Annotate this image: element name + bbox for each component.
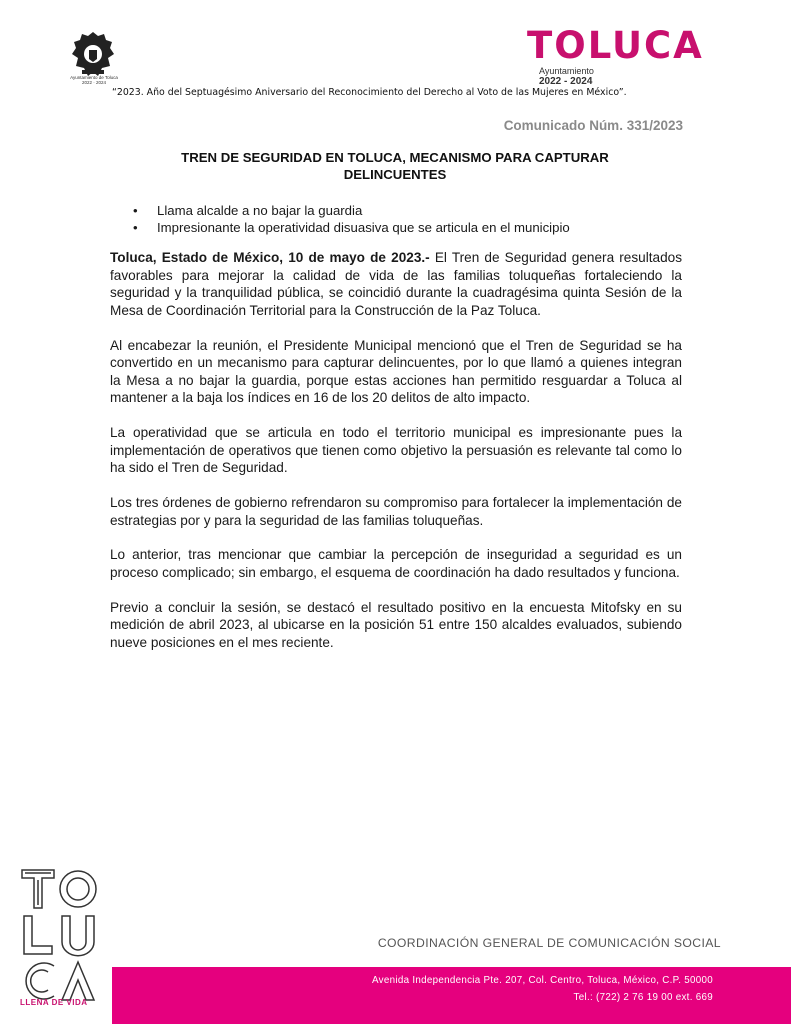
summary-bullet: • Impresionante la operatividad disuasiva que se articula en el municipio: [133, 219, 693, 236]
headline-line2: DELINCUENTES: [343, 167, 447, 182]
body-paragraph: Lo anterior, tras mencionar que cambiar la percepción de inseguridad a seguridad es un proceso complicado; sin embargo, el esquema de coordinación ha dado resultados y funciona.: [110, 547, 682, 581]
annual-motto: “2023. Año del Septuagésimo Aniversario del Reconocimiento del Derecho al Voto de las Mujeres en México”.: [112, 87, 627, 98]
article-body: [110, 249, 682, 669]
toluca-stacked-logo-icon: [20, 868, 100, 1008]
body-paragraph: La operatividad que se articula en todo el territorio municipal es impresionante pues la implementación de operativos que tienen como objetivo la persuasión es relevante tal como lo ha sido el Tren de Seguridad.: [110, 425, 682, 476]
crest-label: [58, 75, 130, 85]
lead-text: El Tren de Seguridad genera resultados favorables para mejorar la calidad de vida de las familias toluqueñas fortaleciendo la seguridad y la tranquilidad pública, se coincidió durante la cuadragésima quinta Sesión de la Mesa de Coordinación Territorial para la Construcción de la Paz Toluca.: [110, 250, 682, 318]
summary-bullets: [133, 202, 693, 236]
brand-sub: Ayuntamiento: [539, 66, 594, 76]
dateline: Toluca, Estado de México, 10 de mayo de 2023.-: [110, 250, 430, 265]
crest-label-line1: Ayuntamiento de Toluca: [70, 75, 118, 80]
crest-label-line2: 2022 · 2024: [81, 80, 107, 85]
summary-bullet: • Llama alcalde a no bajar la guardia: [133, 202, 693, 219]
headline-line1: TREN DE SEGURIDAD EN TOLUCA, MECANISMO PARA CAPTURAR: [181, 150, 609, 165]
logo-tagline: LLENA DE VIDA: [20, 998, 88, 1007]
headline: [110, 149, 680, 183]
brand-word: TOLUCA: [527, 24, 704, 67]
coordination-office: COORDINACIÓN GENERAL DE COMUNICACIÓN SOCIAL: [377, 936, 721, 950]
body-paragraph: Al encabezar la reunión, el Presidente Municipal mencionó que el Tren de Seguridad se ha convertido en un mecanismo para capturar delincuentes, por lo que llamó a quienes integran la Mesa a no bajar la guardia, porque estas acciones han permitido resguardar a Toluca al mantener a la baja los índices en 16 de los 20 delitos de alto impacto.: [110, 337, 682, 406]
brand-years: 2022 - 2024: [539, 76, 593, 87]
footer-phone: Tel.: (722) 2 76 19 00 ext. 669: [573, 992, 713, 1003]
body-paragraph: Previo a concluir la sesión, se destacó el resultado positivo en la encuesta Mitofsky en su medición de abril 2023, al ubicarse en la posición 51 entre 150 alcaldes evaluados, subiendo nueve posiciones en el mes reciente.: [110, 599, 682, 651]
body-paragraph: Los tres órdenes de gobierno refrendaron su compromiso para fortalecer la implementación de estrategias por y para la seguridad de las familias toluqueñas.: [110, 495, 682, 528]
footer-address: Avenida Independencia Pte. 207, Col. Centro, Toluca, México, C.P. 50000: [372, 975, 713, 986]
toluca-brand-logo: [527, 26, 717, 96]
press-release-number: Comunicado Núm. 331/2023: [503, 118, 683, 133]
lead-paragraph: [110, 249, 682, 319]
